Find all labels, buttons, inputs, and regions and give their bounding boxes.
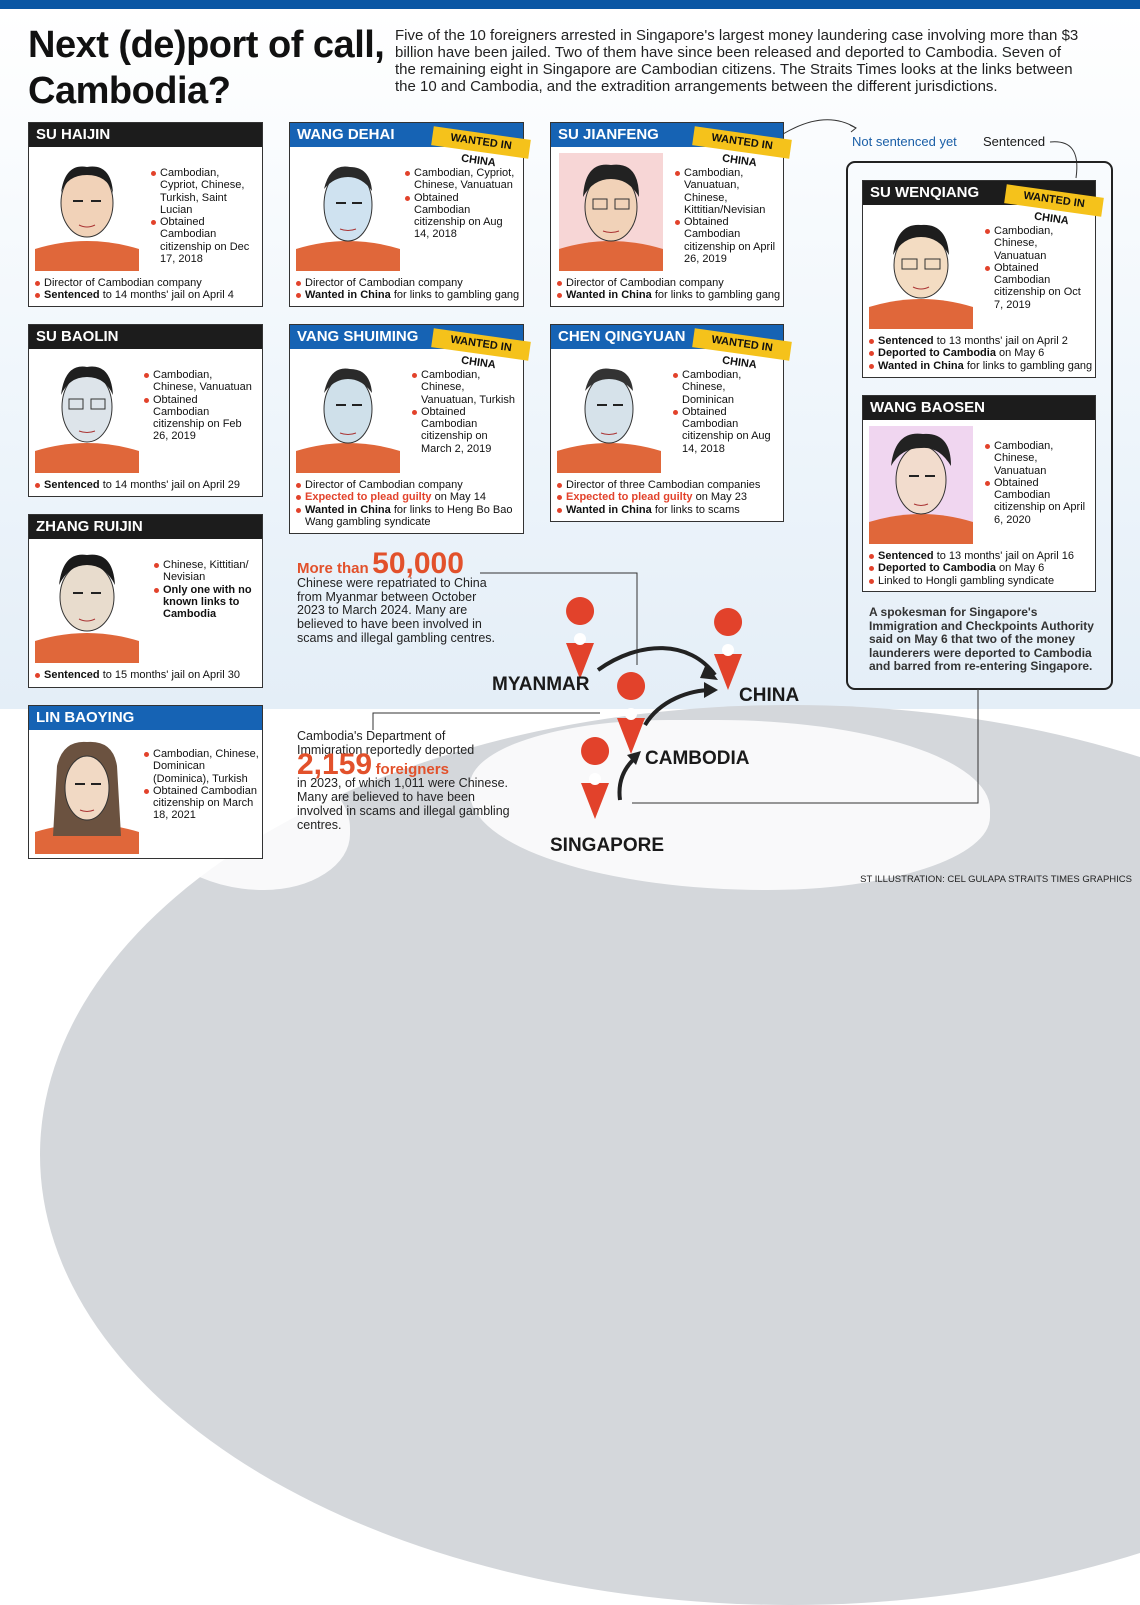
bullet-item: Expected to plead guilty on May 14 [296,491,521,503]
stat-number: 50,000 [372,547,464,580]
bullet-item: Expected to plead guilty on May 23 [557,491,782,503]
bullet-item: Sentenced to 13 months' jail on April 16 [869,550,1094,562]
bullet-item: Obtained Cambodian citizenship on April 6, 2020 [985,477,1090,526]
person-card-su-baolin [28,324,263,497]
person-name: SU HAIJIN [29,123,262,147]
stat-text: in 2023, of which 1,011 were Chinese. Many are believed to have been involved in scams and illegal gambling centres. [297,776,510,832]
spokesman-statement: A spokesman for Singapore's Immigration and Checkpoints Authority said on May 6 that two of the money launderers were deported to Cambodia and barred from re-entering Singapore. [869,605,1094,674]
label-china: CHINA [739,685,800,706]
nationality-list [151,167,256,265]
pin-icon [566,597,594,679]
person-card-vang-shuiming [289,324,524,534]
person-card-chen-qingyuan [550,324,784,522]
bullet-item: Cambodian, Cypriot, Chinese, Turkish, Saint Lucian [151,167,256,216]
status-notes [35,479,260,491]
person-name: SU WENQIANG [863,181,1095,205]
bullet-item: Sentenced to 13 months' jail on April 2 [869,335,1094,347]
bullet-item: Obtained Cambodian citizenship on Feb 26, 2019 [144,394,254,443]
bullet-item: Obtained Cambodian citizenship on Oct 7, 2019 [985,262,1090,311]
status-notes [557,479,782,516]
not-sentenced-label: Not sentenced yet [852,134,957,149]
portrait-illustration [35,153,139,271]
person-name: SU BAOLIN [29,325,262,349]
bullet-item: Sentenced to 15 months' jail on April 30 [35,669,260,681]
nationality-list [144,748,259,822]
person-name: CHEN QINGYUAN [551,325,783,349]
person-name: VANG SHUIMING [290,325,523,349]
person-card-zhang-ruijin [28,514,263,688]
credit-line: ST ILLUSTRATION: CEL GULAPA STRAITS TIMES GRAPHICS [860,874,1132,885]
bullet-item: Only one with no known links to Cambodia [154,584,256,621]
person-name: LIN BAOYING [29,706,262,730]
nationality-list [985,225,1090,311]
bullet-item: Linked to Hongli gambling syndicate [869,575,1094,587]
status-notes [35,277,260,302]
bullet-item: Wanted in China for links to gambling gang [296,289,521,301]
pin-icon [714,608,742,690]
bullet-item: Cambodian, Chinese, Vanuatuan [985,225,1090,262]
bullet-item: Obtained Cambodian citizenship on Aug 14, 2018 [673,406,778,455]
portrait-illustration [35,736,139,854]
nationality-list [675,167,780,265]
bullet-item: Wanted in China for links to scams [557,504,782,516]
person-name: SU JIANFENG [551,123,783,147]
bullet-item: Obtained Cambodian citizenship on Dec 17, 2018 [151,216,256,265]
nationality-list [405,167,515,241]
stat-prefix: More than [297,560,369,577]
bullet-item: Obtained Cambodian citizenship on April 26, 2019 [675,216,780,265]
status-notes [296,277,521,302]
person-card-lin-baoying [28,705,263,859]
page-title: Next (de)port of call, Cambodia? [28,24,385,112]
stat-number: 2,159 [297,747,373,781]
wanted-tag: WANTED IN CHINA [1004,184,1104,216]
bullet-item: Cambodian, Chinese, Vanuatuan [144,369,254,394]
status-notes [296,479,521,528]
person-card-su-haijin [28,122,263,307]
bullet-item: Director of Cambodian company [35,277,260,289]
bullet-item: Director of Cambodian company [557,277,782,289]
bullet-item: Wanted in China for links to gambling gang [557,289,782,301]
person-card-su-jianfeng [550,122,784,307]
bullet-item: Director of three Cambodian companies [557,479,782,491]
nationality-list [154,559,256,620]
bullet-item: Director of Cambodian company [296,479,521,491]
person-name: ZHANG RUIJIN [29,515,262,539]
stat-text: Chinese were repatriated to China from Myanmar between October 2023 to March 2024. Many are believed to have been involved in scams and illegal gambling centres. [297,575,496,645]
intro-text: Five of the 10 foreigners arrested in Singapore's largest money laundering case involving more than $3 billion have been jailed. Two of them have since been released and deported to Cambodia. Seven of the remaining eight in Singapore are Cambodian citizens. The Straits Times looks at the links between the 10 and Cambodia, and the extradition arrangements between the different jurisdictions. [395,27,1079,95]
stat-text: Cambodia's Department of Immigration reportedly deported [297,729,475,757]
bullet-item: Wanted in China for links to Heng Bo Bao Wang gambling syndicate [296,504,521,529]
sentenced-label: Sentenced [983,134,1046,149]
nationality-list [412,369,517,455]
bullet-item: Cambodian, Chinese, Dominican [673,369,778,406]
status-notes [35,669,260,681]
portrait-illustration [559,153,663,271]
label-cambodia: CAMBODIA [645,748,750,769]
bullet-item: Obtained Cambodian citizenship on March 18, 2021 [144,785,259,822]
wanted-tag: WANTED IN CHINA [692,126,792,158]
person-card-wang-baosen [862,395,1096,592]
bullet-item: Obtained Cambodian citizenship on Aug 14, 2018 [405,192,515,241]
bullet-item: Deported to Cambodia on May 6 [869,347,1094,359]
bullet-item: Cambodian, Chinese, Vanuatuan, Turkish [412,369,517,406]
bullet-item: Cambodian, Chinese, Dominican (Dominica), Turkish [144,748,259,785]
bullet-item: Director of Cambodian company [296,277,521,289]
status-notes [869,550,1094,587]
bullet-item: Obtained Cambodian citizenship on March 2, 2019 [412,406,517,455]
label-singapore: SINGAPORE [550,835,665,856]
portrait-illustration [296,355,400,473]
portrait-illustration [35,355,139,473]
wanted-tag: WANTED IN CHINA [692,328,792,360]
bullet-item: Sentenced to 14 months' jail on April 29 [35,479,260,491]
wanted-tag: WANTED IN CHINA [431,328,531,360]
portrait-illustration [296,153,400,271]
bullet-item: Chinese, Kittitian/ Nevisian [154,559,256,584]
stat-unit: foreigners [375,760,449,778]
deportation-stat [297,730,512,833]
bullet-item: Cambodian, Cypriot, Chinese, Vanuatuan [405,167,515,192]
bullet-item: Sentenced to 14 months' jail on April 4 [35,289,260,301]
pin-icon [617,672,645,754]
bullet-item: Wanted in China for links to gambling gang [869,360,1094,372]
bullet-item: Cambodian, Chinese, Vanuatuan [985,440,1090,477]
person-card-wang-dehai [289,122,524,307]
portrait-illustration [557,355,661,473]
nationality-list [144,369,254,443]
portrait-illustration [869,426,973,544]
nationality-list [985,440,1090,526]
wanted-tag: WANTED IN CHINA [431,126,531,158]
portrait-illustration [35,545,139,663]
person-name: WANG DEHAI [290,123,523,147]
repatriation-stat [297,547,507,646]
status-notes [557,277,782,302]
label-myanmar: MYANMAR [492,674,590,695]
person-card-su-wenqiang [862,180,1096,378]
portrait-illustration [869,211,973,329]
status-notes [869,335,1094,372]
bullet-item: Deported to Cambodia on May 6 [869,562,1094,574]
bullet-item: Cambodian, Vanuatuan, Chinese, Kittitian/Nevisian [675,167,780,216]
person-name: WANG BAOSEN [863,396,1095,420]
nationality-list [673,369,778,455]
pin-icon [581,737,609,819]
